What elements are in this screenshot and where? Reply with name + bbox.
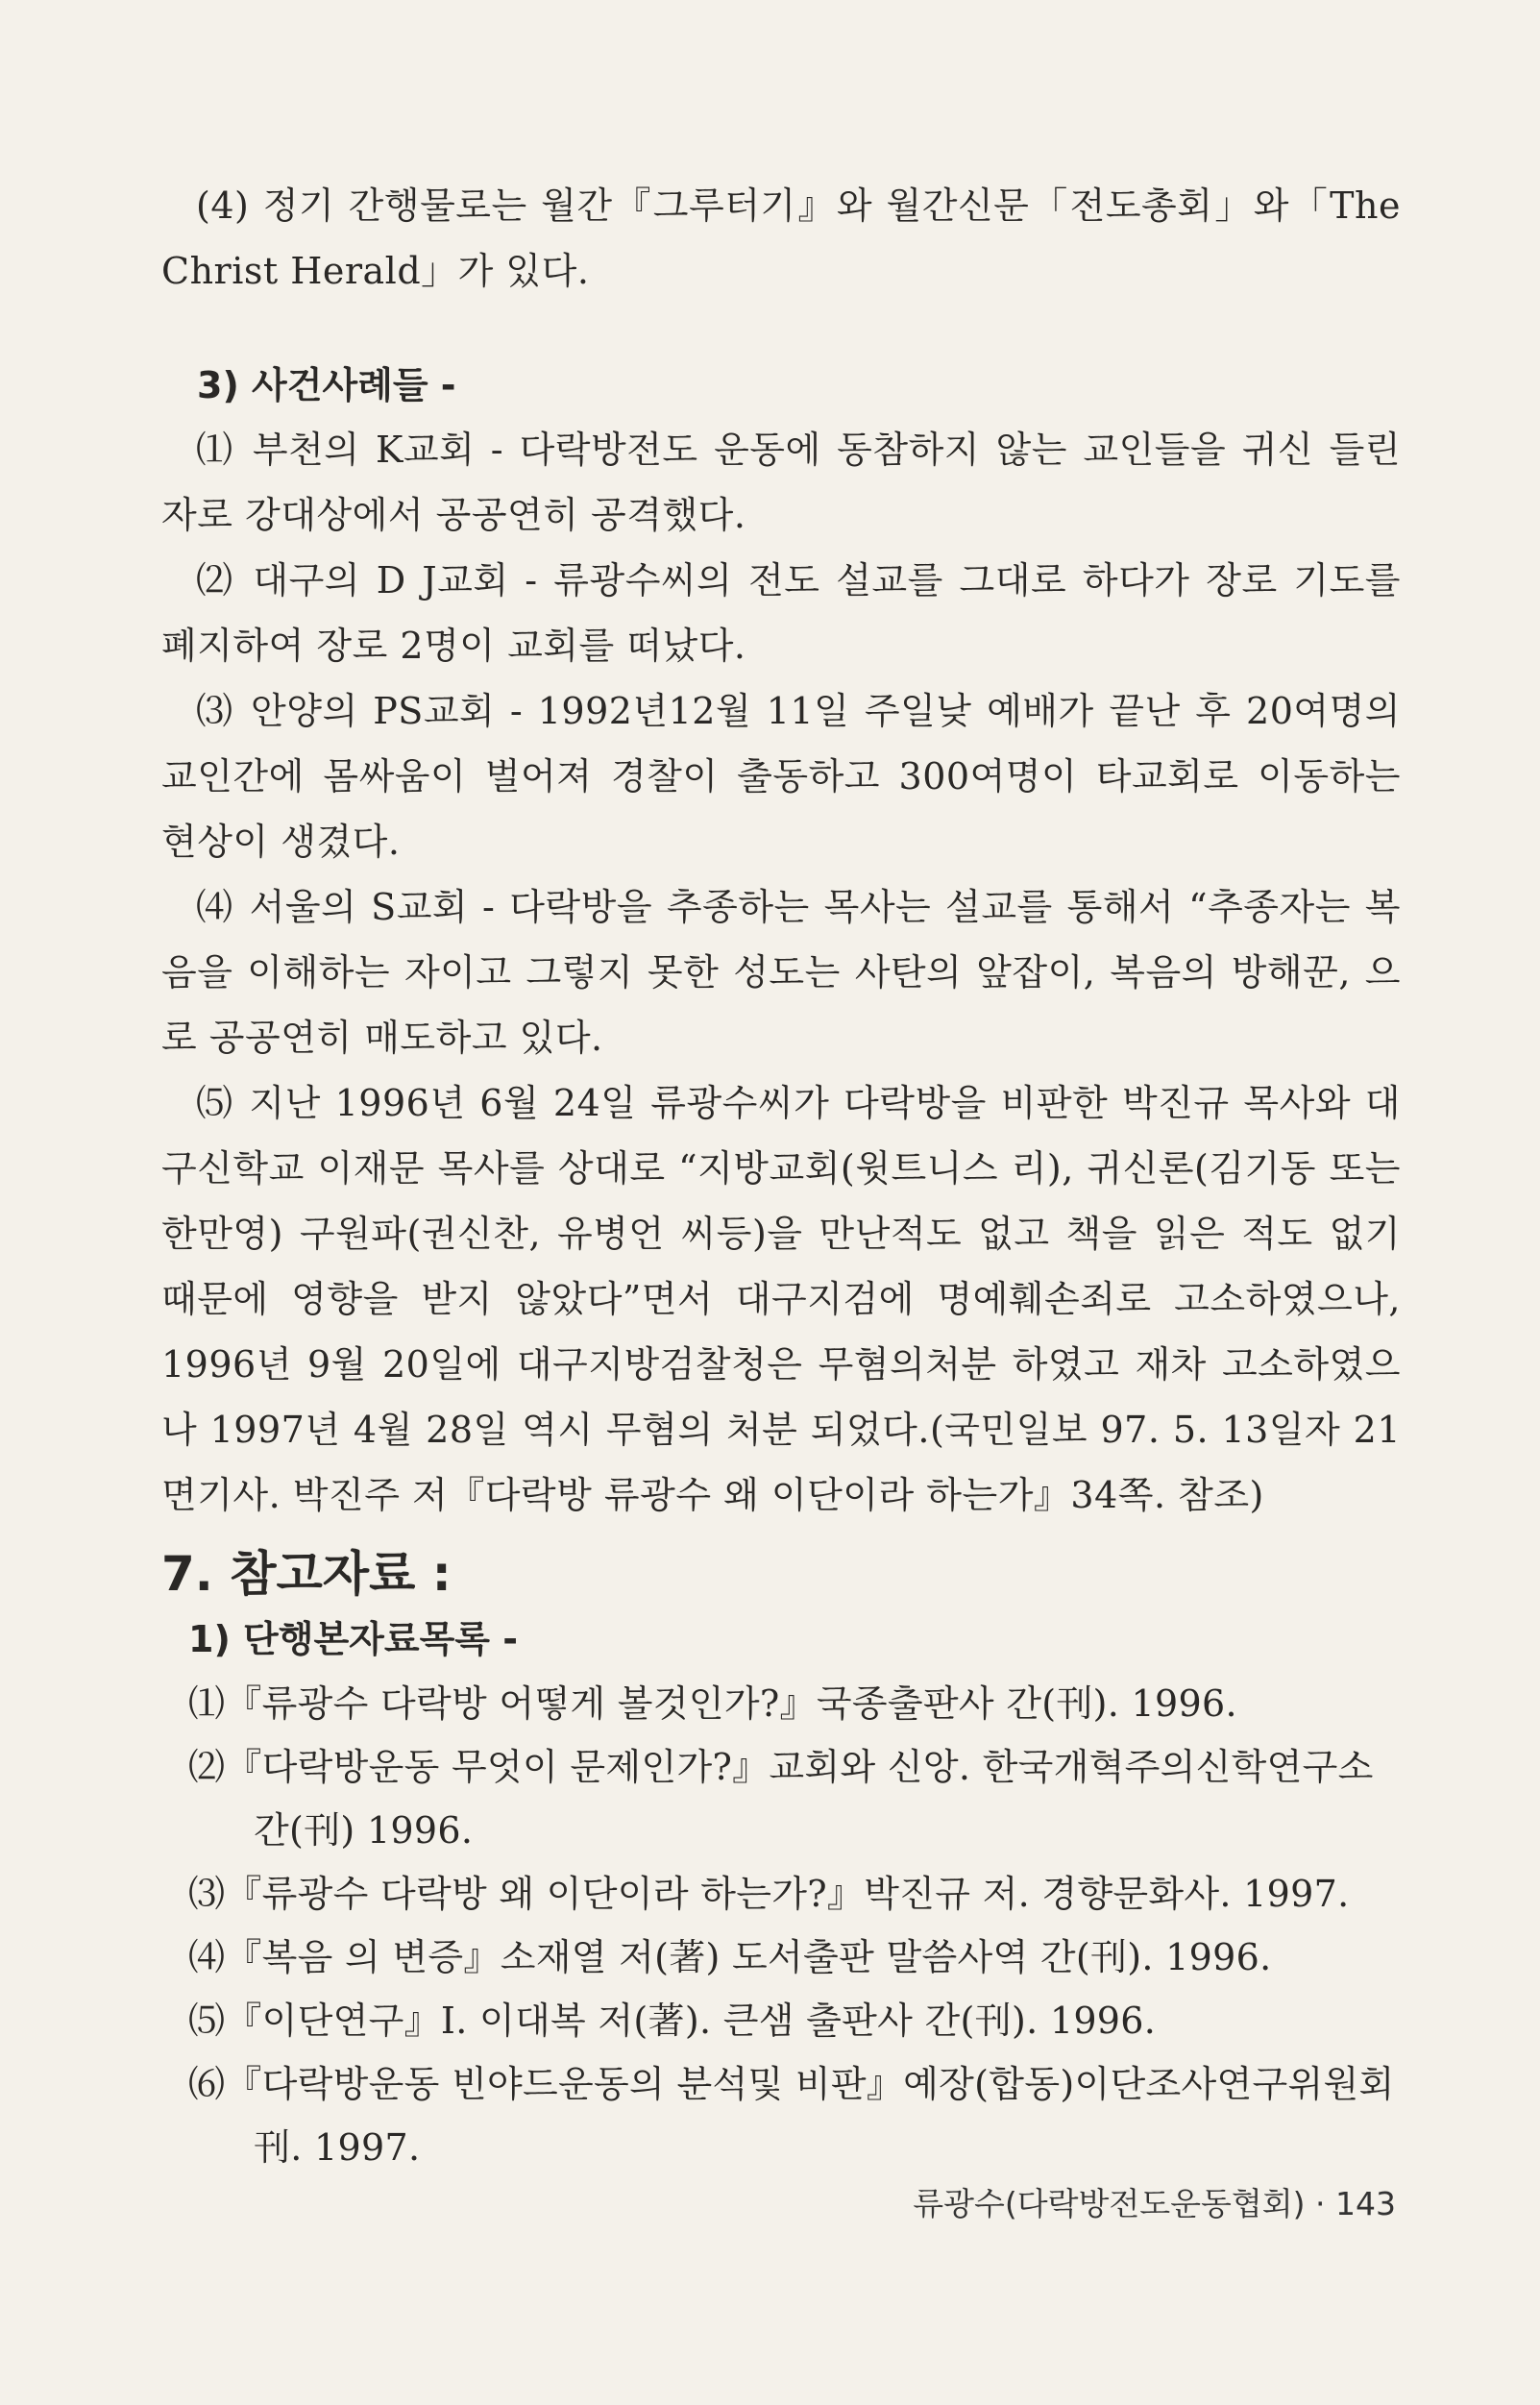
reference-item: ⑹『다락방운동 빈야드운동의 분석및 비판』예장(합동)이단조사연구위원회刊. 1997. [188,2063,1395,2169]
case-item: ⑴ 부천의 K교회 - 다락방전도 운동에 동참하지 않는 교인들을 귀신 들린 자로 강대상에서 공공연히 공격했다. [161,429,1401,536]
paragraph-text: (4) 정기 간행물로는 월간『그루터기』와 월간신문「전도총회」와「The Christ Herald」가 있다. [161,184,1401,292]
reference-item: ⑴『류광수 다락방 어떻게 볼것인가?』국종출판사 간(刊). 1996. [188,1682,1237,1725]
cases-heading: 3) 사건사례들 - [197,364,456,406]
references-title: 7. 참고자료 : [161,1546,452,1602]
case-item: ⑶ 안양의 PS교회 - 1992년12월 11일 주일낮 예배가 끝난 후 20여명의 교인간에 몸싸움이 벌어져 경찰이 출동하고 300여명이 타교회로 이동하는 현상이 생겼다. [161,690,1401,863]
case-item: ⑷ 서울의 S교회 - 다락방을 추종하는 목사는 설교를 통해서 “추종자는 복음을 이해하는 자이고 그렇지 못한 성도는 사탄의 앞잡이, 복음의 방해꾼, 으로 공공연히 매도하고 있다. [161,886,1401,1059]
page-number: 143 [1335,2185,1396,2222]
case-item: ⑵ 대구의 D J교회 - 류광수씨의 전도 설교를 그대로 하다가 장로 기도를 폐지하여 장로 2명이 교회를 떠났다. [161,559,1401,667]
reference-item: ⑸『이단연구』Ⅰ. 이대복 저(著). 큰샘 출판사 간(刊). 1996. [188,2000,1157,2042]
references-subheading: 1) 단행본자료목록 - [188,1618,518,1660]
case-item: ⑸ 지난 1996년 6월 24일 류광수씨가 다락방을 비판한 박진규 목사와 대구신학교 이재문 목사를 상대로 “지방교회(윗트니스 리), 귀신론(김기동 또는 한만영) 구원파(권신찬, 유병언 씨등)을 만난적도 없고 책을 읽은 적도 없기 때문에 영향을 받지 않았다”면서 대구지검에 명예훼손죄로 고소하였으나, 1996년 9월 20일에 대구지방검찰청은 무혐의처분 하였고 재차 고소하였으나 1997년 4월 28일 역시 무혐의 처분 되었다.(국민일보 97. 5. 13일자 21면기사. 박진주 저『다락방 류광수 왜 이단이라 하는가』34쪽. 참조) [161,1082,1401,1516]
cases-list [161,417,1401,1528]
reference-item: ⑵『다락방운동 무엇이 문제인가?』교회와 신앙. 한국개혁주의신학연구소간(刊) 1996. [188,1746,1374,1852]
reference-item: ⑷『복음 의 변증』소재열 저(著) 도서출판 말씀사역 간(刊). 1996. [188,1936,1272,1978]
references-list [188,1672,1408,2179]
periodicals-paragraph [161,173,1401,304]
running-title: 류광수(다락방전도운동협회) [913,2185,1306,2222]
footer-separator: · [1315,2185,1326,2222]
page-footer [913,2179,1396,2224]
reference-item: ⑶『류광수 다락방 왜 이단이라 하는가?』박진규 저. 경향문화사. 1997. [188,1873,1350,1915]
